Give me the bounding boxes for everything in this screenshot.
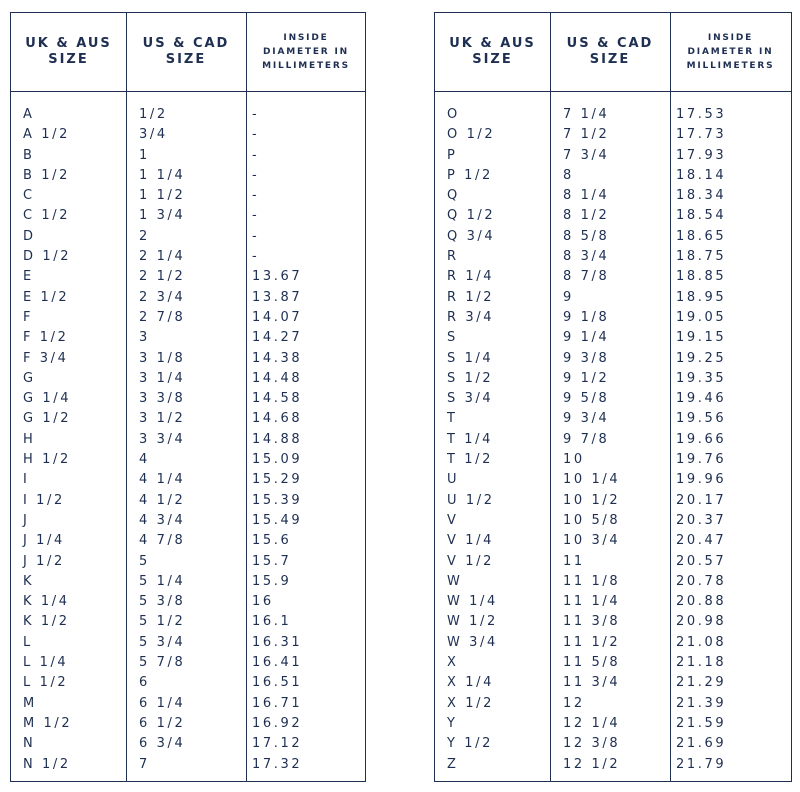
us-size-cell: 6 1/2 (139, 715, 186, 731)
uk-size-cell: S 1/4 (447, 350, 494, 366)
mm-size-cell: 21.18 (676, 655, 727, 671)
uk-size-cell: E 1/2 (23, 289, 70, 305)
mm-size-cell: 18.14 (676, 167, 727, 183)
table-row (435, 125, 791, 145)
us-size-cell: 8 3/4 (563, 249, 610, 265)
mm-size-cell: 13.87 (252, 289, 303, 305)
table-row (435, 612, 791, 632)
us-size-cell: 6 1/4 (139, 695, 186, 711)
uk-size-cell: O 1/2 (447, 127, 496, 143)
mm-size-cell: - (252, 167, 260, 183)
us-size-cell: 12 3/8 (563, 736, 621, 752)
mm-size-cell: 20.88 (676, 594, 727, 610)
uk-size-cell: Q (447, 188, 460, 204)
uk-size-cell: V 1/2 (447, 553, 494, 569)
table-row (435, 450, 791, 470)
us-size-cell: 12 (563, 695, 585, 711)
us-size-cell: 11 3/4 (563, 675, 621, 691)
us-size-cell: 9 1/4 (563, 330, 610, 346)
us-size-cell: 3 (139, 330, 150, 346)
mm-size-cell: - (252, 188, 260, 204)
uk-size-cell: K 1/2 (23, 614, 70, 630)
mm-size-cell: 16 (252, 594, 274, 610)
us-size-cell: 11 3/8 (563, 614, 621, 630)
uk-size-cell: W 3/4 (447, 634, 498, 650)
us-size-cell: 11 1/8 (563, 573, 621, 589)
us-size-cell: 1/2 (139, 107, 168, 122)
us-size-cell: 3/4 (139, 127, 168, 143)
uk-size-cell: M (23, 695, 37, 711)
table-row (435, 531, 791, 551)
table-row (435, 166, 791, 186)
uk-size-cell: T 1/2 (447, 452, 493, 468)
mm-size-cell: 15.6 (252, 533, 292, 549)
us-size-cell: 4 3/4 (139, 512, 186, 528)
uk-size-cell: F 1/2 (23, 330, 69, 346)
us-size-cell: 5 (139, 553, 150, 569)
table-row (11, 430, 365, 450)
table-row (11, 288, 365, 308)
table-row (11, 125, 365, 145)
table-row (11, 491, 365, 511)
mm-size-cell: 20.78 (676, 573, 727, 589)
mm-size-cell: 20.17 (676, 492, 727, 508)
mm-size-cell: 21.29 (676, 675, 727, 691)
size-table-right (434, 12, 792, 782)
uk-size-cell: R 1/2 (447, 289, 495, 305)
mm-size-cell: 19.25 (676, 350, 727, 366)
mm-size-cell: 16.71 (252, 695, 303, 711)
table-row (11, 511, 365, 531)
us-size-cell: 11 1/2 (563, 634, 621, 650)
table-row (435, 511, 791, 531)
uk-size-cell: S 1/2 (447, 370, 494, 386)
mm-size-cell: 18.54 (676, 208, 727, 224)
us-size-cell: 3 1/8 (139, 350, 186, 366)
mm-size-cell: - (252, 208, 260, 224)
uk-size-cell: G 1/2 (23, 411, 72, 427)
uk-size-cell: E (23, 269, 34, 285)
mm-size-cell: 16.31 (252, 634, 303, 650)
us-size-cell: 10 1/4 (563, 472, 621, 488)
uk-size-cell: U (447, 472, 460, 488)
uk-size-cell: X 1/4 (447, 675, 494, 691)
uk-size-cell: T 1/4 (447, 431, 493, 447)
mm-size-cell: 15.7 (252, 553, 292, 569)
mm-size-cell: 17.12 (252, 736, 303, 752)
mm-size-cell: 13.67 (252, 269, 303, 285)
uk-size-cell: D (23, 228, 36, 244)
mm-size-cell: 15.49 (252, 512, 303, 528)
us-size-cell: 6 3/4 (139, 736, 186, 752)
mm-size-cell: 19.46 (676, 391, 727, 407)
mm-size-cell: 19.96 (676, 472, 727, 488)
uk-size-cell: F 3/4 (23, 350, 69, 366)
uk-size-cell: B (23, 147, 35, 163)
uk-size-cell: L 1/2 (23, 675, 69, 691)
uk-size-cell: Y (447, 715, 458, 731)
uk-size-cell: A (23, 107, 35, 122)
mm-size-cell: 15.09 (252, 452, 303, 468)
uk-size-cell: J 1/2 (23, 553, 65, 569)
us-size-cell: 5 3/4 (139, 634, 186, 650)
uk-size-cell: T (447, 411, 458, 427)
header-inside-diameter: INSIDE DIAMETER IN MILLIMETERS (262, 33, 350, 71)
table-row (435, 369, 791, 389)
mm-size-cell: - (252, 107, 260, 122)
mm-size-cell: 14.88 (252, 431, 303, 447)
us-size-cell: 7 3/4 (563, 147, 610, 163)
table-row (11, 389, 365, 409)
table-row (435, 409, 791, 429)
uk-size-cell: D 1/2 (23, 249, 72, 265)
uk-size-cell: F (23, 309, 34, 325)
uk-size-cell: J 1/4 (23, 533, 65, 549)
mm-size-cell: 14.58 (252, 391, 303, 407)
table-row (11, 349, 365, 369)
mm-size-cell: 16.1 (252, 614, 292, 630)
us-size-cell: 12 1/2 (563, 756, 621, 772)
uk-size-cell: O (447, 107, 460, 122)
table-row (435, 206, 791, 226)
mm-size-cell: - (252, 127, 260, 143)
uk-size-cell: Y 1/2 (447, 736, 493, 752)
table-row (11, 734, 365, 754)
uk-size-cell: R 1/4 (447, 269, 495, 285)
us-size-cell: 5 3/8 (139, 594, 186, 610)
table-row (435, 470, 791, 490)
uk-size-cell: I 1/2 (23, 492, 65, 508)
us-size-cell: 9 1/8 (563, 309, 610, 325)
table-row (435, 308, 791, 328)
table-row (11, 714, 365, 734)
uk-size-cell: W (447, 573, 463, 589)
mm-size-cell: 19.56 (676, 411, 727, 427)
us-size-cell: 9 3/8 (563, 350, 610, 366)
mm-size-cell: 19.05 (676, 309, 727, 325)
table-row (435, 247, 791, 267)
uk-size-cell: G 1/4 (23, 391, 72, 407)
mm-size-cell: 18.75 (676, 249, 727, 265)
us-size-cell: 11 1/4 (563, 594, 621, 610)
us-size-cell: 3 3/8 (139, 391, 186, 407)
mm-size-cell: 19.66 (676, 431, 727, 447)
us-size-cell: 2 1/4 (139, 249, 186, 265)
mm-size-cell: 17.53 (676, 107, 727, 122)
us-size-cell: 5 1/2 (139, 614, 186, 630)
us-size-cell: 1 1/2 (139, 188, 186, 204)
mm-size-cell: 20.98 (676, 614, 727, 630)
us-size-cell: 1 3/4 (139, 208, 186, 224)
table-row (11, 409, 365, 429)
uk-size-cell: H (23, 431, 36, 447)
table-row (11, 328, 365, 348)
header-divider (435, 91, 791, 92)
us-size-cell: 12 1/4 (563, 715, 621, 731)
table-row (435, 552, 791, 572)
table-row (11, 552, 365, 572)
uk-size-cell: J (23, 512, 30, 528)
table-row (435, 755, 791, 775)
us-size-cell: 8 1/2 (563, 208, 610, 224)
uk-size-cell: S 3/4 (447, 391, 494, 407)
table-row (435, 328, 791, 348)
uk-size-cell: Q 1/2 (447, 208, 496, 224)
us-size-cell: 2 (139, 228, 150, 244)
uk-size-cell: X 1/2 (447, 695, 494, 711)
table-row (435, 227, 791, 247)
us-size-cell: 9 3/4 (563, 411, 610, 427)
table-row (11, 308, 365, 328)
mm-size-cell: 15.9 (252, 573, 292, 589)
us-size-cell: 2 3/4 (139, 289, 186, 305)
table-row (435, 633, 791, 653)
uk-size-cell: V 1/4 (447, 533, 494, 549)
table-row (435, 430, 791, 450)
table-row (11, 633, 365, 653)
header-divider (11, 91, 365, 92)
table-row (435, 389, 791, 409)
us-size-cell: 5 1/4 (139, 573, 186, 589)
table-body-right (435, 105, 791, 775)
mm-size-cell: 18.95 (676, 289, 727, 305)
mm-size-cell: 20.57 (676, 553, 727, 569)
table-row (435, 673, 791, 693)
table-row (435, 349, 791, 369)
us-size-cell: 4 7/8 (139, 533, 186, 549)
header-inside-diameter: INSIDE DIAMETER IN MILLIMETERS (686, 33, 775, 71)
mm-size-cell: 21.08 (676, 634, 727, 650)
us-size-cell: 3 1/2 (139, 411, 186, 427)
us-size-cell: 6 (139, 675, 150, 691)
table-row (435, 653, 791, 673)
uk-size-cell: S (447, 330, 458, 346)
us-size-cell: 10 5/8 (563, 512, 621, 528)
header-uk-aus-size: UK & AUS SIZE (25, 36, 112, 67)
table-row (11, 186, 365, 206)
us-size-cell: 10 1/2 (563, 492, 621, 508)
uk-size-cell: R 3/4 (447, 309, 495, 325)
us-size-cell: 9 1/2 (563, 370, 610, 386)
us-size-cell: 11 5/8 (563, 655, 621, 671)
uk-size-cell: B 1/2 (23, 167, 70, 183)
mm-size-cell: 18.34 (676, 188, 727, 204)
uk-size-cell: W 1/2 (447, 614, 498, 630)
mm-size-cell: 16.51 (252, 675, 303, 691)
mm-size-cell: - (252, 228, 260, 244)
mm-size-cell: 18.65 (676, 228, 727, 244)
table-row (11, 531, 365, 551)
us-size-cell: 11 (563, 553, 585, 569)
mm-size-cell: 19.35 (676, 370, 727, 386)
table-row (435, 186, 791, 206)
uk-size-cell: U 1/2 (447, 492, 495, 508)
uk-size-cell: C (23, 188, 35, 204)
uk-size-cell: H 1/2 (23, 452, 71, 468)
mm-size-cell: 14.07 (252, 309, 303, 325)
mm-size-cell: 20.37 (676, 512, 727, 528)
mm-size-cell: 18.85 (676, 269, 727, 285)
mm-size-cell: 17.32 (252, 756, 303, 772)
uk-size-cell: L 1/4 (23, 655, 69, 671)
uk-size-cell: L (23, 634, 33, 650)
uk-size-cell: C 1/2 (23, 208, 71, 224)
table-row (11, 450, 365, 470)
us-size-cell: 2 7/8 (139, 309, 186, 325)
mm-size-cell: 16.92 (252, 715, 303, 731)
table-row (11, 369, 365, 389)
us-size-cell: 3 3/4 (139, 431, 186, 447)
mm-size-cell: 19.15 (676, 330, 727, 346)
table-row (11, 267, 365, 287)
mm-size-cell: 20.47 (676, 533, 727, 549)
table-row (11, 227, 365, 247)
table-row (11, 653, 365, 673)
mm-size-cell: 14.38 (252, 350, 303, 366)
us-size-cell: 9 5/8 (563, 391, 610, 407)
us-size-cell: 2 1/2 (139, 269, 186, 285)
uk-size-cell: P 1/2 (447, 167, 493, 183)
uk-size-cell: V (447, 512, 459, 528)
uk-size-cell: K (23, 573, 35, 589)
table-row (435, 288, 791, 308)
us-size-cell: 8 7/8 (563, 269, 610, 285)
table-row (435, 694, 791, 714)
us-size-cell: 4 1/2 (139, 492, 186, 508)
table-row (11, 105, 365, 125)
us-size-cell: 5 7/8 (139, 655, 186, 671)
us-size-cell: 7 1/4 (563, 107, 610, 122)
table-row (11, 612, 365, 632)
mm-size-cell: 15.29 (252, 472, 303, 488)
table-row (11, 247, 365, 267)
mm-size-cell: 14.27 (252, 330, 303, 346)
mm-size-cell: - (252, 147, 260, 163)
mm-size-cell: 17.93 (676, 147, 727, 163)
header-us-cad-size: US & CAD SIZE (142, 36, 230, 67)
table-row (11, 694, 365, 714)
uk-size-cell: Z (447, 756, 459, 772)
size-table-left (10, 12, 366, 782)
us-size-cell: 10 (563, 452, 585, 468)
table-row (11, 572, 365, 592)
us-size-cell: 10 3/4 (563, 533, 621, 549)
table-row (435, 592, 791, 612)
uk-size-cell: N 1/2 (23, 756, 71, 772)
table-row (11, 470, 365, 490)
us-size-cell: 9 7/8 (563, 431, 610, 447)
us-size-cell: 9 (563, 289, 574, 305)
table-row (435, 491, 791, 511)
us-size-cell: 8 1/4 (563, 188, 610, 204)
mm-size-cell: 21.79 (676, 756, 727, 772)
us-size-cell: 3 1/4 (139, 370, 186, 386)
mm-size-cell: 17.73 (676, 127, 727, 143)
uk-size-cell: R (447, 249, 459, 265)
table-row (435, 714, 791, 734)
mm-size-cell: 21.69 (676, 736, 727, 752)
uk-size-cell: W 1/4 (447, 594, 498, 610)
table-row (435, 105, 791, 125)
us-size-cell: 7 1/2 (563, 127, 610, 143)
uk-size-cell: K 1/4 (23, 594, 70, 610)
mm-size-cell: 14.48 (252, 370, 303, 386)
mm-size-cell: 21.59 (676, 715, 727, 731)
table-row (11, 755, 365, 775)
us-size-cell: 1 1/4 (139, 167, 186, 183)
table-row (11, 673, 365, 693)
header-us-cad-size: US & CAD SIZE (566, 36, 654, 67)
us-size-cell: 1 (139, 147, 150, 163)
uk-size-cell: Q 3/4 (447, 228, 496, 244)
uk-size-cell: A 1/2 (23, 127, 70, 143)
uk-size-cell: I (23, 472, 30, 488)
table-row (435, 146, 791, 166)
table-row (11, 146, 365, 166)
uk-size-cell: M 1/2 (23, 715, 73, 731)
mm-size-cell: 15.39 (252, 492, 303, 508)
us-size-cell: 4 (139, 452, 150, 468)
us-size-cell: 8 (563, 167, 574, 183)
table-body-left (11, 105, 365, 775)
table-row (11, 206, 365, 226)
mm-size-cell: 16.41 (252, 655, 303, 671)
mm-size-cell: 19.76 (676, 452, 727, 468)
us-size-cell: 7 (139, 756, 150, 772)
table-row (11, 592, 365, 612)
table-row (11, 166, 365, 186)
mm-size-cell: 21.39 (676, 695, 727, 711)
table-row (435, 267, 791, 287)
header-uk-aus-size: UK & AUS SIZE (449, 36, 536, 67)
us-size-cell: 4 1/4 (139, 472, 186, 488)
table-row (435, 734, 791, 754)
mm-size-cell: 14.68 (252, 411, 303, 427)
uk-size-cell: P (447, 147, 458, 163)
uk-size-cell: G (23, 370, 36, 386)
uk-size-cell: N (23, 736, 36, 752)
uk-size-cell: X (447, 655, 459, 671)
table-row (435, 572, 791, 592)
us-size-cell: 8 5/8 (563, 228, 610, 244)
mm-size-cell: - (252, 249, 260, 265)
